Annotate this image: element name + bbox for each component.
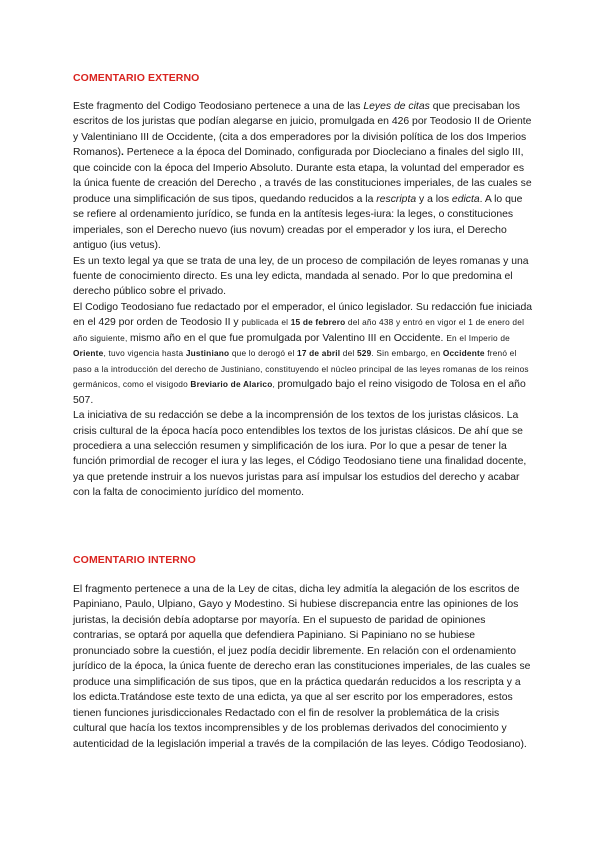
text-run: del	[340, 348, 357, 359]
paragraph-codigo-teodosiano	[73, 99, 535, 254]
text-run: rescripta	[376, 193, 417, 205]
paragraph-texto-legal: Es un texto legal ya que se trata de una ley, de un proceso de compilación de leyes romanas y una fuente de conocimiento directo. Es una ley edicta, mandada al senado. Por lo que predomina el derecho público sobre el privado.	[73, 255, 529, 298]
text-run: que lo derogó el	[229, 348, 298, 359]
text-run: Pertenece a la época del Dominado, configurada por Diocleciano a finales del siglo III, que coincide con la época del Imperio Absoluto. Durante esta etapa, la voluntad del emperador es la única fuente de creación del Derecho , a través de las constituciones imperiales, de las cuales se produce una simplificación de sus tipos, quedando reducidos a la	[73, 147, 532, 205]
text-run: mismo año en el que fue promulgada por Valentino III en Occidente.	[129, 332, 447, 344]
text-run: Occidente	[442, 348, 485, 359]
text-run: del año 438 y entró en vigor el 1 de enero del año siguiente,	[73, 317, 525, 343]
text-run: , tuvo vigencia hasta	[103, 348, 186, 359]
text-run: edicta	[451, 193, 480, 205]
text-run: 17 de abril	[297, 348, 341, 359]
text-run: y a los	[416, 193, 452, 205]
text-run: . Sin embargo, en	[371, 348, 443, 359]
text-run: que precisaban los escritos de los juristas que podían alegarse en juicio, promulgada en 426 por Teodosio II de Oriente y Valentiniano III de Occidente, (cita a dos emperadores por la división política de los dos Imperios Romanos)	[73, 101, 532, 159]
text-run: ,	[272, 379, 278, 390]
text-run: publicada el	[241, 317, 291, 328]
text-run: Este fragmento del Codigo Teodosiano pertenece a una de las	[73, 101, 364, 112]
heading-comentario-externo: COMENTARIO EXTERNO	[73, 72, 200, 84]
text-run: promulgado bajo el reino visigodo de Tolosa en el año 507.	[73, 379, 526, 406]
text-run: 15 de febrero	[290, 317, 346, 328]
text-run: El Codigo Teodosiano fue redactado por el emperador, el único legislador. Su redacción fue iniciada en el 429 por orden de Teodosio II y	[73, 301, 533, 329]
text-run: . A lo que se refiere al ordenamiento jurídico, se funda en la antítesis leges-iura: la leges, o constituciones imperiales, son el Derecho nuevo (ius novum) creadas por el emperador y los iura, el Derecho antiguo (ius vetus).	[73, 193, 523, 252]
text-run: Breviario de Alarico	[190, 379, 273, 390]
paragraph-ley-de-citas: El fragmento pertenece a una de la Ley de citas, dicha ley admitía la alegación de los escritos de Papiniano, Paulo, Ulpiano, Gayo y Modestino. Si hubiese discrepancia entre las opiniones de los juristas, la decisión debía adoptarse por mayoría. En el supuesto de paridad de opiniones contrarias, se optará por aquella que defendiera Papiniano. Si Papiniano no se hubiese pronunciado sobre la cuestión, el juez podía decidir libremente. En relación con el ordenamiento jurídico de la época, la única fuente de derecho eran las constituciones imperiales, de las cuales se produce una simplificación de sus tipos, que en la práctica quedarán reducidos a los rescripta y a los edicta.Tratándose este texto de una edicta, ya que al ser escrito por los emperadores, estos tienen funciones jurisdiccionales Redactado con el fin de resolver la problemática de la crisis cultural que hacía los textos incomprensibles y de los problemas derivados del conocimiento y autenticidad de la legislación imperial a través de la compilación de las leyes. Código Teodosiano).	[73, 584, 531, 750]
text-run: .	[120, 147, 124, 159]
text-run: Leyes de citas	[363, 101, 430, 112]
text-run: 529	[356, 348, 372, 359]
section-comentario-externo	[73, 99, 535, 501]
text-run: En el Imperio de	[446, 332, 510, 343]
paragraph-iniciativa: La iniciativa de su redacción se debe a la incomprensión de los textos de los juristas clásicos. La crisis cultural de la época hacía poco entendibles los textos de los juristas clásicos. De ahí que se procediera a una selección resumen y simplificación de los iura. Por lo que a pesar de tener la función primordial de recoger el iura y las leges, el Código Teodosiano tiene una finalidad docente, ya que pretende instruir a los nuevos juristas para así impulsar los estudios del derecho y acabar con la falta de conocimiento jurídico del momento.	[73, 410, 527, 499]
text-run: frenó el paso a la introducción del derecho de Justiniano, constituyendo el núcleo principal de las leyes romanas de los reinos germánicos, como el visigodo	[73, 348, 529, 390]
text-run: Oriente	[73, 348, 104, 359]
text-run: Justiniano	[185, 348, 230, 359]
heading-comentario-interno: COMENTARIO INTERNO	[73, 554, 196, 566]
paragraph-redaccion	[73, 300, 535, 408]
section-comentario-interno	[73, 582, 535, 752]
